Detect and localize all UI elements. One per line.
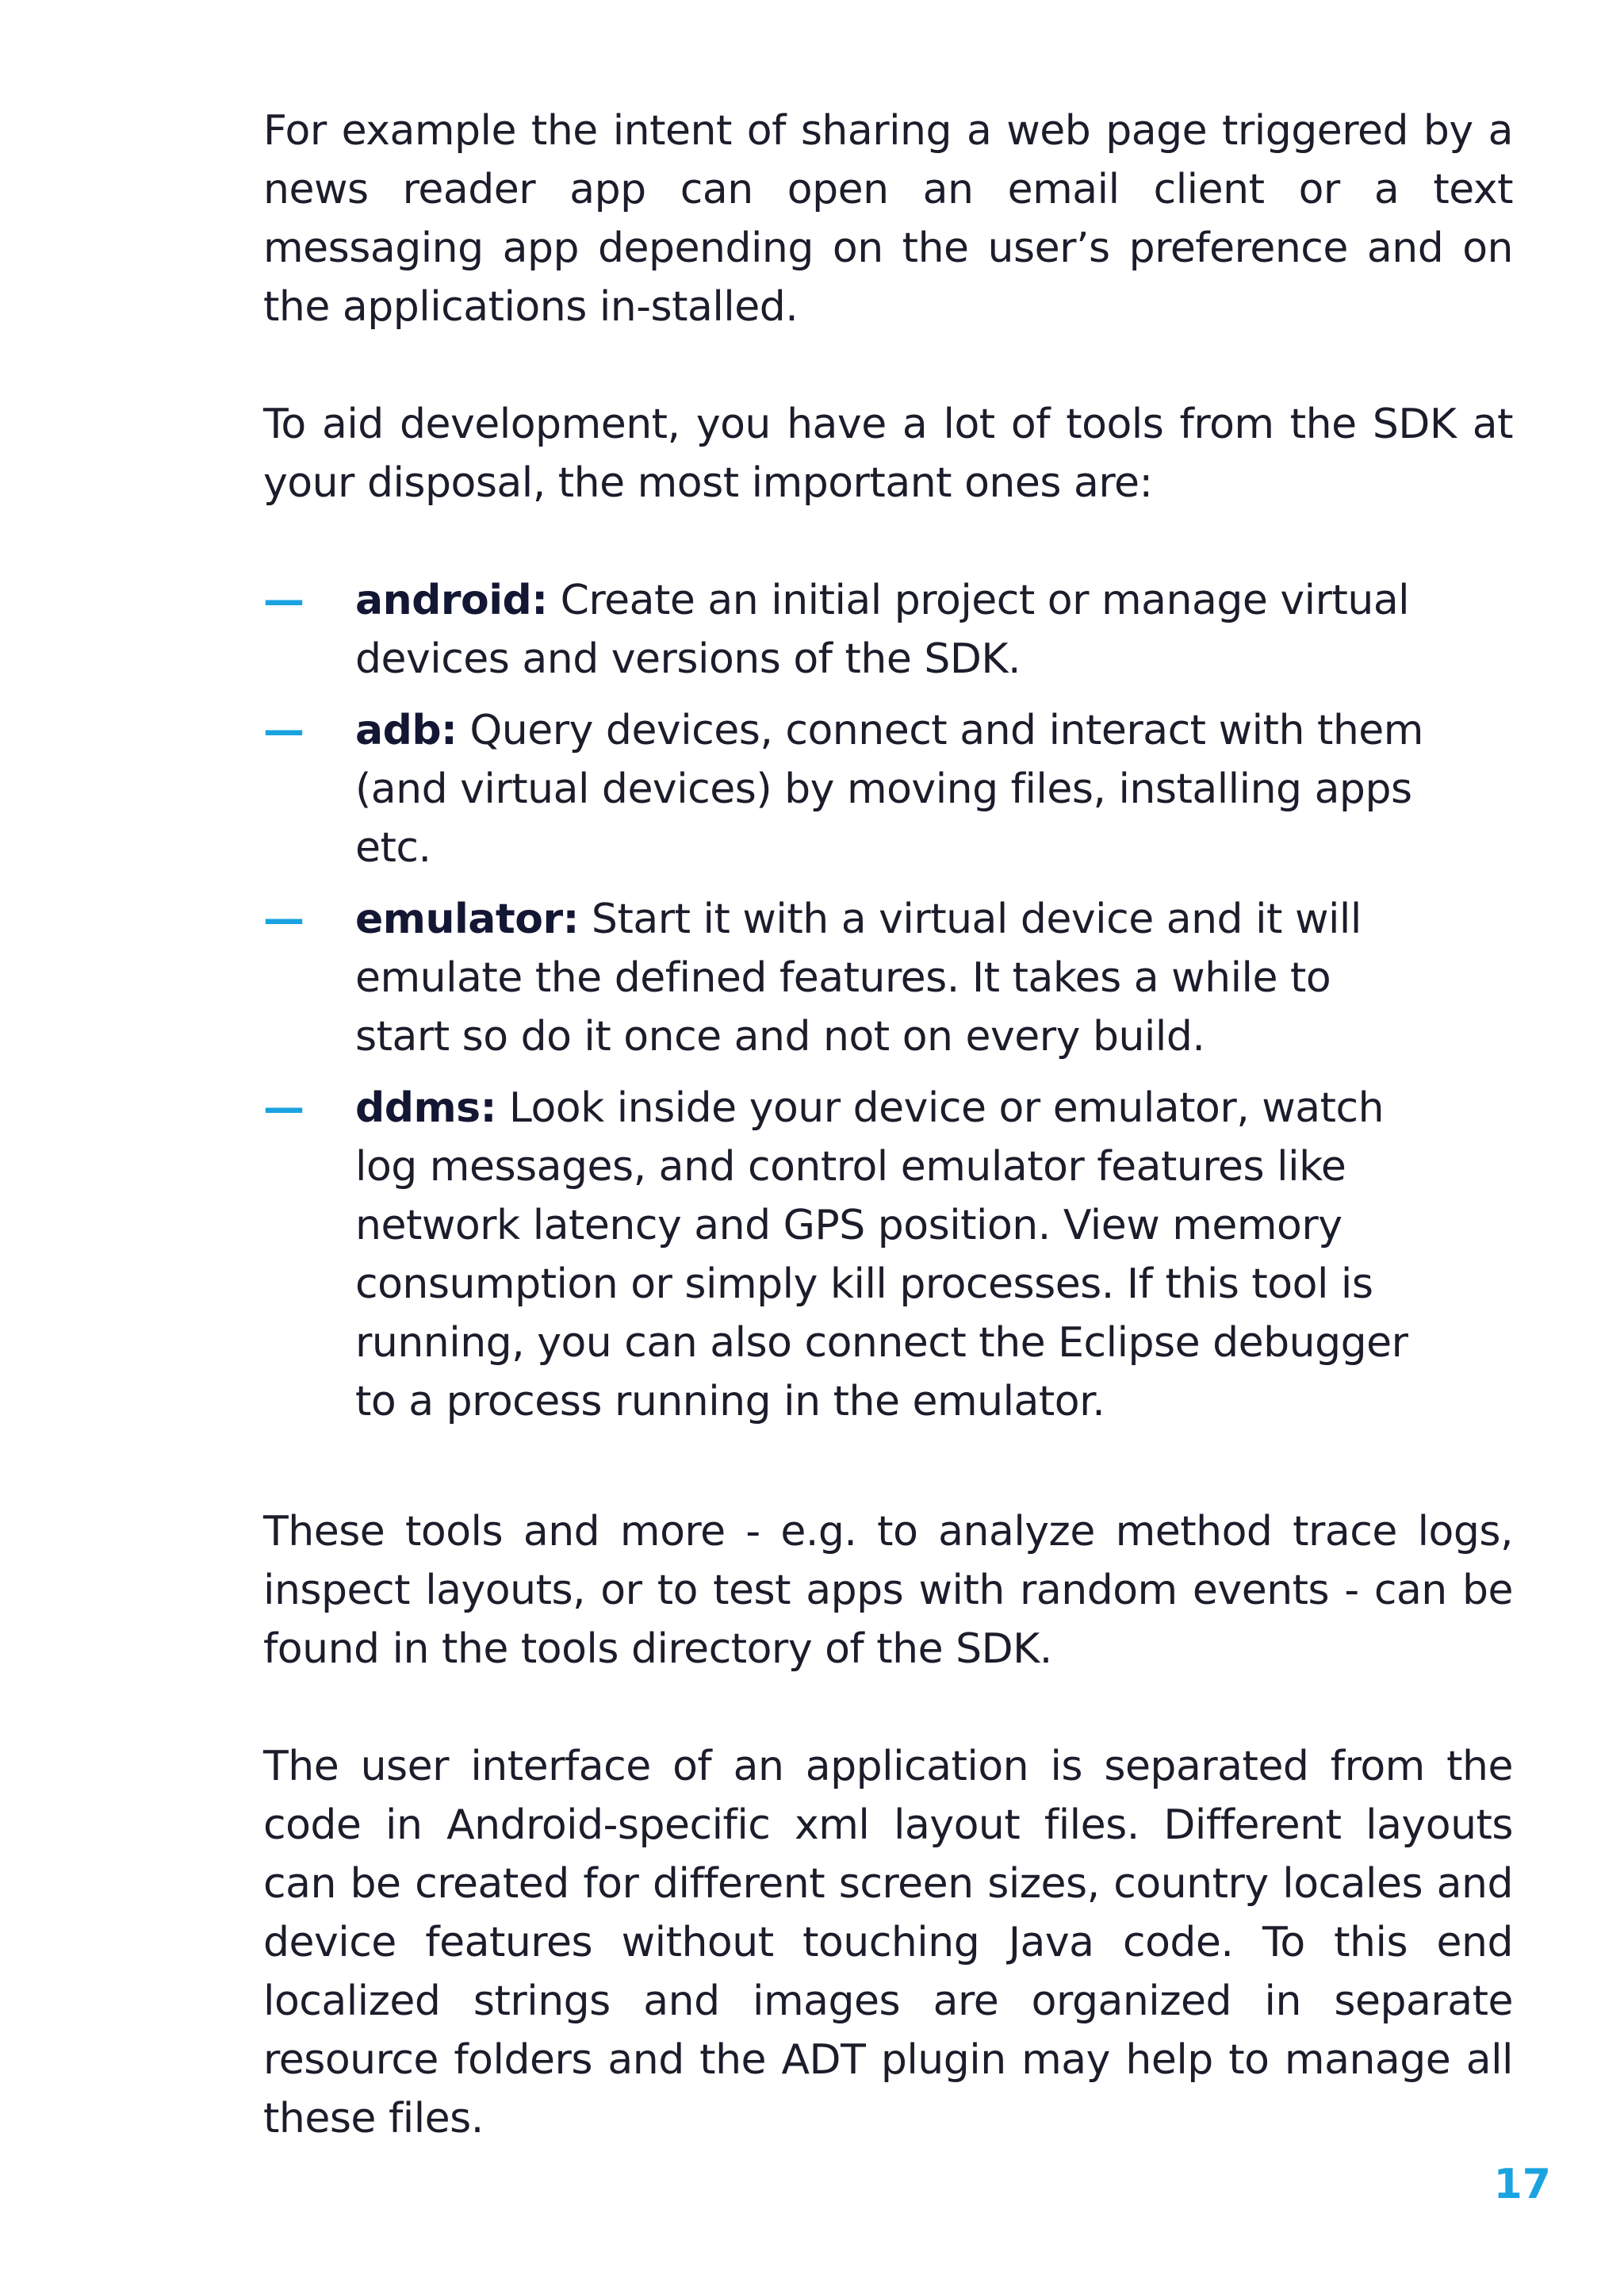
- tools-list: [263, 571, 1513, 1431]
- list-item-text: [355, 890, 1434, 1066]
- list-item: [263, 701, 1513, 877]
- paragraph-intent-example: For example the intent of sharing a web page triggered by a news reader app can open an email client or a text messaging app depending on the user’s preference and on the applications in-stalled.: [263, 107, 1513, 331]
- dash-bullet: —: [263, 707, 304, 754]
- list-item-text: [355, 571, 1434, 689]
- list-item: [263, 571, 1513, 689]
- list-item-text: [355, 1079, 1434, 1431]
- list-item: [263, 890, 1513, 1066]
- paragraph-spacer: [263, 1444, 1513, 1502]
- tool-term: emulator:: [355, 896, 579, 943]
- tool-term: ddms:: [355, 1084, 496, 1132]
- list-item: [263, 1079, 1513, 1431]
- tool-description: Create an initial project or manage virtual devices and versions of the SDK.: [355, 577, 1410, 683]
- paragraph-tools-intro: To aid development, you have a lot of tools from the SDK at your disposal, the most important ones are:: [263, 401, 1513, 507]
- page-content: [263, 102, 1513, 2148]
- paragraph-more-tools: These tools and more - e.g. to analyze method trace logs, inspect layouts, or to test apps with random events - can be found in the tools directory of the SDK.: [263, 1508, 1513, 1673]
- page-number: 17: [1493, 2161, 1551, 2208]
- paragraph-spacer: [263, 1678, 1513, 1737]
- list-spacer: [263, 512, 1513, 571]
- tool-description: Look inside your device or emulator, watch log messages, and control emulator features like network latency and GPS position. View memory consumption or simply kill processes. If this tool is running, you can also connect the Eclipse debugger to a process running in the emulator.: [355, 1084, 1408, 1425]
- dash-bullet: —: [263, 896, 304, 943]
- tool-term: adb:: [355, 707, 458, 754]
- paragraph-spacer: [263, 336, 1513, 395]
- dash-bullet: —: [263, 1084, 304, 1132]
- paragraph-user-interface: The user interface of an application is separated from the code in Android-specific xml layout files. Different layouts can be created for different screen sizes, country locales and device features without touching Java code. To this end localized strings and images are organized in separate resource folders and the ADT plugin may help to manage all these files.: [263, 1743, 1513, 2142]
- tool-description: Start it with a virtual device and it will emulate the defined features. It takes a while to start so do it once and not on every build.: [355, 896, 1362, 1061]
- dash-bullet: —: [263, 577, 304, 624]
- tool-description: Query devices, connect and interact with them (and virtual devices) by moving files, installing apps etc.: [355, 707, 1423, 872]
- tool-term: android:: [355, 577, 548, 624]
- list-item-text: [355, 701, 1434, 877]
